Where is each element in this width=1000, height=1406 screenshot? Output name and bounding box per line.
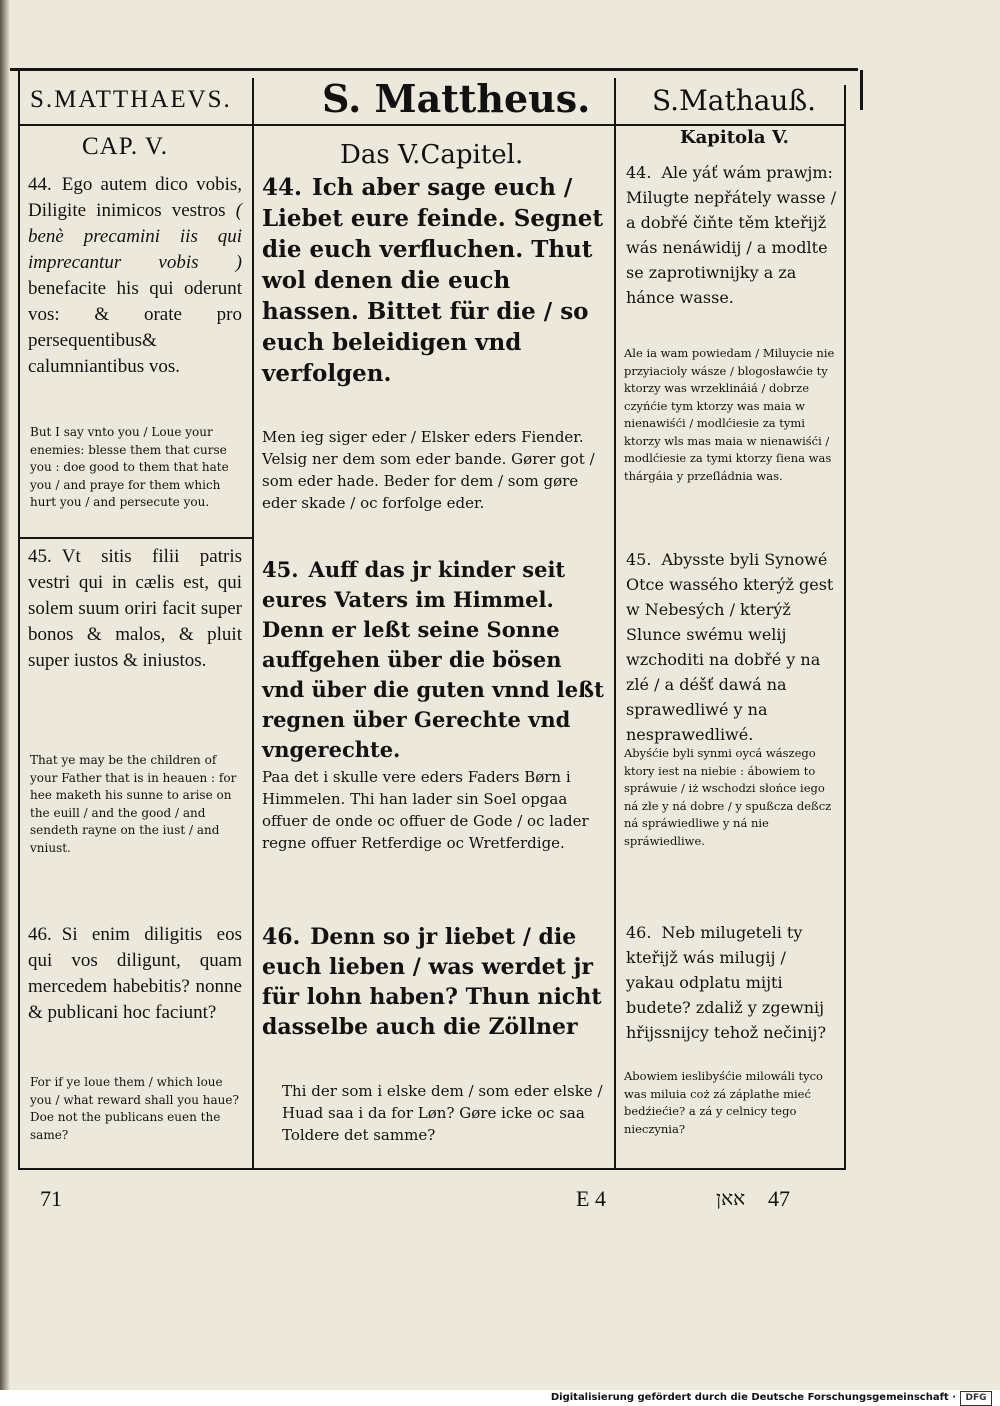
page-number-left: 71: [40, 1186, 62, 1211]
header-czech: S.Mathauß.: [652, 84, 817, 117]
verse-text: Si enim diligitis eos qui vos diligunt, quam mercedem habebitis? nonne & publicani hoc faciunt?: [28, 924, 242, 1023]
verse-number: 45.: [626, 550, 652, 569]
verse-text-italic: ( benè precamini iis qui imprecantur vobis ): [28, 200, 243, 273]
verse-text: Ich aber sage euch / Liebet eure feinde. Segnet die euch verfluchen. Thut wol denen die euch hassen. Bittet für die / so euch beleidigen vnd verfolgen.: [262, 174, 604, 387]
verse-45-english: That ye may be the children of your Father that is in heauen : for hee maketh his sunne to arise on the euill / and the good / and sendeth rayne on the iust / and vniust.: [30, 753, 237, 855]
verse-44-english: But I say vnto you / Loue your enemies: blesse them that curse you : doe good to them that hate you / and praye for them which hurt you / and persecute you.: [30, 425, 229, 509]
verse-number: 45.: [28, 546, 52, 567]
verse-46-german: [262, 922, 608, 1052]
section-divider-left: [20, 537, 252, 539]
verse-text: Denn so jr liebet / die euch lieben / was werdet jr für lohn haben? Thun nicht dasselbe auch die Zöllner: [262, 924, 602, 1040]
header-latin: S.MATTHAEVS.: [30, 86, 232, 113]
verse-44-latin: [28, 172, 242, 404]
verse-44-danish: Men ieg siger eder / Elsker eders Fiender. Velsig ner dem som eder bande. Gører got / som eder hade. Beder for dem / som gøre eder skade / oc forfolge eder.: [262, 428, 595, 512]
digitization-footer: [0, 1390, 1000, 1406]
footer-credit: Digitalisierung gefördert durch die Deutsche Forschungsgemeinschaft ·: [550, 1392, 956, 1403]
verse-text: Neb milugeteli ty kteřijž wás milugij / yakau odplatu mijti budete? zdaliž y zgewnij hřijssnijcy tehož nečinij?: [626, 923, 827, 1042]
column-divider-2: [614, 78, 616, 1168]
verse-number: 44.: [626, 163, 652, 182]
verse-number: 44.: [262, 174, 303, 201]
verse-text: benefacite his qui oderunt vos: & orate pro persequentibus& calumniantibus vos.: [28, 278, 242, 377]
verse-number: 46.: [626, 923, 652, 942]
verse-46-czech: [626, 920, 838, 1060]
chapter-czech: Kapitola V.: [680, 127, 789, 148]
verse-text: Ale yáť wám prawjm: Milugte nepřátely wasse / a dobřé čiňte těm kteřijž wás nenáwidij / a modlte se zaprotiwnijky a za hánce wasse.: [626, 163, 837, 307]
left-column-rule: [18, 70, 20, 1170]
verse-45-german: [262, 555, 608, 762]
verse-number: 44.: [28, 174, 52, 195]
header-underline: [20, 124, 846, 126]
verse-45-danish: Paa det i skulle vere eders Faders Børn i Himmelen. Thi han lader sin Soel opgaa offuer de onde oc offuer de Gode / oc lader regne offuer Retferdige oc Wretferdige.: [262, 768, 589, 852]
page-number-right: 47: [768, 1186, 790, 1211]
verse-number: 45.: [262, 557, 299, 582]
verse-46-polish: Abowiem ieslibyśćie milowáli tyco was miluia coż zá záplathe mieć bedźiećie? a zá y celnicy tego nieczynia?: [624, 1069, 823, 1136]
verse-number: 46.: [28, 924, 52, 945]
verse-46-danish: Thi der som i elske dem / som eder elske / Huad saa i da for Løn? Gøre icke oc saa Toldere det samme?: [282, 1082, 603, 1144]
signature-mark: E 4: [576, 1186, 606, 1211]
verse-44-polish: Ale ia wam powiedam / Miluycie nie przyiacioly wásze / blogosławćie ty ktorzy was wrzeklináiá / dobrze czyńćie tym ktorzy was maia w nienawiśći / modlćiesie za tymi ktorzy wls mas maia w nienawiśći / modlćiesie za tymi ktorzy ſiena was thárgáia y przeſládnia was.: [624, 346, 835, 483]
right-column-rule: [844, 85, 846, 1170]
top-rule: [10, 68, 858, 71]
verse-45-czech: [626, 547, 838, 744]
verse-45-latin: [28, 544, 242, 704]
column-divider-1: [252, 78, 254, 1168]
verse-46-english: For if ye loue them / which loue you / what reward shall you haue? Doe not the publicans euen the same?: [30, 1075, 239, 1142]
verse-text: Vt sitis filii patris vestri qui in cælis est, qui solem suum oriri facit super bonos & malos, & pluit super iustos & iniustos.: [28, 546, 242, 671]
hebrew-numeral: אאן: [716, 1188, 746, 1210]
top-rule-right: [860, 70, 863, 110]
verse-text: Ego autem dico vobis, Diligite inimicos vestros: [28, 174, 242, 221]
verse-46-latin: [28, 922, 242, 1052]
verse-45-polish: Abyśćie byli synmi oycá wászego ktory iest na niebie : ábowiem to spráwuie / iż wschodzi słońce iego ná złe y ná dobre / y spußcza deßcz ná spráwiedliwe y ná nie spráwiedliwe.: [624, 746, 832, 848]
chapter-latin: CAP. V.: [82, 133, 168, 160]
header-german: S. Mattheus.: [322, 76, 591, 121]
verse-text: Abysste byli Synowé Otce wassého kterýž gest w Nebesých / kterýž Slunce swému welij wzchoditi na dobřé y na zlé / a déšť dawá na sprawedliwé y na nesprawedliwé.: [626, 550, 834, 744]
dfg-logo: DFG: [960, 1391, 992, 1406]
bottom-rule: [20, 1168, 846, 1170]
chapter-german: Das V.Capitel.: [340, 140, 524, 170]
verse-44-german: [262, 172, 608, 387]
verse-number: 46.: [262, 924, 301, 950]
verse-44-czech: [626, 160, 838, 330]
verse-text: Auff das jr kinder seit eures Vaters im Himmel. Denn er leßt seine Sonne auffgehen über die bösen vnd über die guten vnnd leßt regnen über Gerechte vnd vngerechte.: [262, 557, 604, 762]
